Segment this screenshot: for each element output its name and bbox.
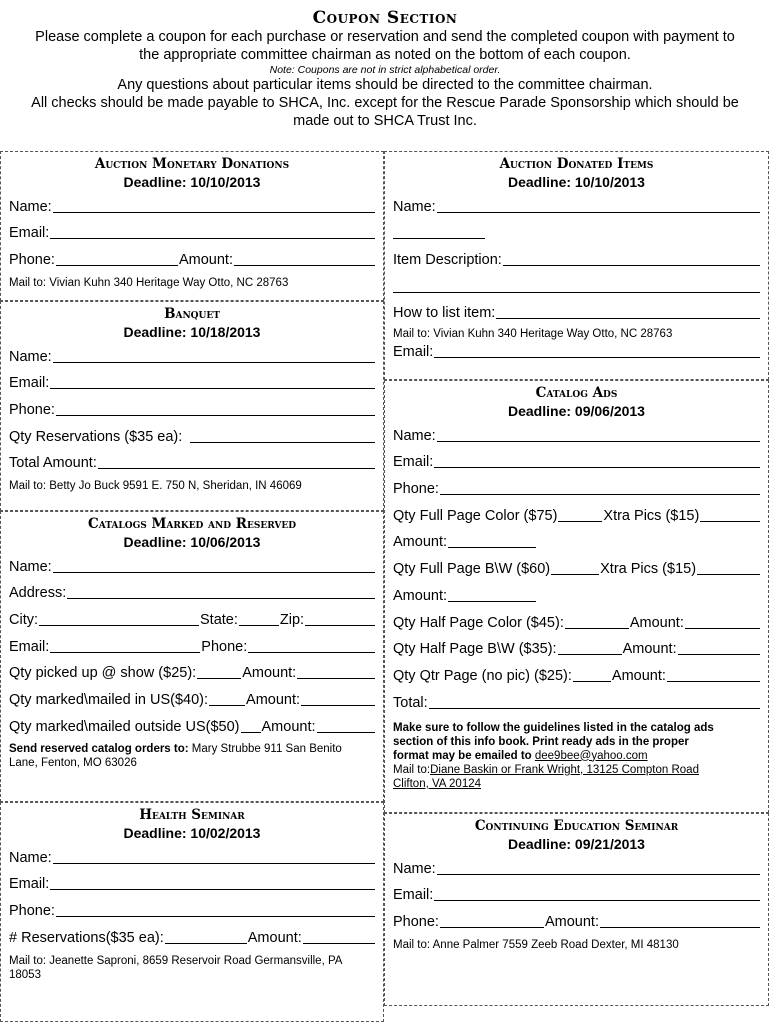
phone-amount-field[interactable]: Phone: Amount: bbox=[9, 244, 375, 271]
how-to-list-field[interactable]: How to list item: bbox=[393, 298, 760, 325]
instructions-line: Please complete a coupon for each purchase or reservation and send the completed coupon with payment to bbox=[35, 29, 735, 45]
catalog-guidelines: Make sure to follow the guidelines listed in the catalog ads section of this info book. Print ready ads in the proper format may be emailed to dee9bee@yahoo.com bbox=[393, 721, 714, 762]
coupon-title: Auction Monetary Donations bbox=[94, 156, 290, 172]
catalogs-marked-coupon bbox=[0, 511, 384, 802]
email-phone-field[interactable]: Email: Phone: bbox=[9, 631, 375, 658]
coupon-title: Banquet bbox=[164, 306, 220, 322]
mail-to: Mail to: Anne Palmer 7559 Zeeb Road Dexter, MI 48130 bbox=[393, 939, 679, 952]
mail-to: Mail to: Betty Jo Buck 9591 E. 750 N, Sheridan, IN 46069 bbox=[9, 480, 302, 493]
name-field[interactable]: Name: bbox=[9, 551, 375, 578]
picked-up-field[interactable]: Qty picked up @ show ($25): Amount: bbox=[9, 658, 375, 685]
address-field[interactable]: Address: bbox=[9, 578, 375, 605]
auction-monetary-coupon bbox=[0, 151, 384, 301]
coupon-deadline: Deadline: 09/21/2013 bbox=[508, 836, 645, 852]
mail-to: Mail to: Jeanette Saproni, 8659 Reservoir Road Germansville, PA 18053 bbox=[9, 954, 343, 981]
name-field[interactable]: Name: bbox=[393, 420, 760, 447]
name-continuation-line[interactable] bbox=[393, 218, 760, 245]
qty-reservations-field[interactable]: Qty Reservations ($35 ea): bbox=[9, 421, 375, 448]
mail-to: Mail to: Vivian Kuhn 340 Heritage Way Otto, NC 28763 bbox=[9, 277, 289, 290]
mailed-outside-field[interactable]: Qty marked\mailed outside US($50) Amount: bbox=[9, 711, 375, 738]
continuing-education-coupon bbox=[384, 813, 769, 1006]
half-page-bw-field[interactable]: Qty Half Page B\W ($35): Amount: bbox=[393, 634, 760, 661]
coupon-deadline: Deadline: 10/02/2013 bbox=[123, 825, 261, 841]
reservations-field[interactable]: # Reservations($35 ea): Amount: bbox=[9, 922, 375, 949]
instructions-line: the appropriate committee chairman as noted on the bottom of each coupon. bbox=[139, 47, 631, 63]
questions-line: Any questions about particular items should be directed to the committee chairman. bbox=[117, 77, 653, 93]
coupon-title: Continuing Education Seminar bbox=[474, 818, 679, 834]
catalog-ads-coupon bbox=[384, 380, 769, 813]
coupon-section-header bbox=[0, 8, 770, 130]
email-field[interactable]: Email: bbox=[393, 341, 760, 363]
coupon-deadline: Deadline: 10/10/2013 bbox=[123, 174, 261, 190]
total-amount-field[interactable]: Total Amount: bbox=[9, 448, 375, 475]
half-page-color-field[interactable]: Qty Half Page Color ($45): Amount: bbox=[393, 607, 760, 634]
qtr-page-field[interactable]: Qty Qtr Page (no pic) ($25): Amount: bbox=[393, 660, 760, 687]
name-field[interactable]: Name: bbox=[9, 341, 375, 368]
send-orders-note: Send reserved catalog orders to: Mary Strubbe 911 San Benito Lane, Fenton, MO 63026 bbox=[9, 742, 342, 769]
health-seminar-coupon bbox=[0, 802, 384, 1022]
checks-line: made out to SHCA Trust Inc. bbox=[293, 113, 477, 129]
email-link[interactable]: dee9bee@yahoo.com bbox=[534, 749, 648, 762]
full-page-color-field[interactable]: Qty Full Page Color ($75) Xtra Pics ($15) bbox=[393, 500, 760, 527]
full-page-bw-field[interactable]: Qty Full Page B\W ($60) Xtra Pics ($15) bbox=[393, 553, 760, 580]
mail-to: Mail to:Diane Baskin or Frank Wright, 13125 Compton Road Clifton, VA 20124 bbox=[393, 763, 699, 790]
banquet-coupon bbox=[0, 301, 384, 511]
coupon-deadline: Deadline: 10/10/2013 bbox=[508, 174, 645, 190]
email-field[interactable]: Email: bbox=[9, 368, 375, 395]
name-field[interactable]: Name: bbox=[393, 191, 760, 218]
coupon-title: Catalogs Marked and Reserved bbox=[87, 516, 297, 532]
email-field[interactable]: Email: bbox=[9, 869, 375, 896]
email-field[interactable]: Email: bbox=[9, 218, 375, 245]
mail-to: Mail to: Vivian Kuhn 340 Heritage Way Otto, NC 28763 bbox=[393, 328, 673, 341]
phone-field[interactable]: Phone: bbox=[393, 473, 760, 500]
coupon-title: Catalog Ads bbox=[535, 385, 618, 401]
email-field[interactable]: Email: bbox=[393, 447, 760, 474]
item-description-line[interactable] bbox=[393, 271, 760, 298]
city-state-zip-field[interactable]: City: State: Zip: bbox=[9, 604, 375, 631]
full-page-bw-amount-field[interactable]: Amount: bbox=[393, 580, 760, 607]
full-page-color-amount-field[interactable]: Amount: bbox=[393, 527, 760, 554]
checks-line: All checks should be made payable to SHCA, Inc. except for the Rescue Parade Sponsorship which should be bbox=[31, 95, 739, 111]
phone-field[interactable]: Phone: bbox=[9, 394, 375, 421]
coupon-title: Auction Donated Items bbox=[499, 156, 654, 172]
coupon-title: Health Seminar bbox=[139, 807, 245, 823]
page-title: Coupon Section bbox=[312, 8, 458, 28]
email-field[interactable]: Email: bbox=[393, 880, 760, 907]
name-field[interactable]: Name: bbox=[9, 191, 375, 218]
phone-amount-field[interactable]: Phone: Amount: bbox=[393, 906, 760, 933]
total-field[interactable]: Total: bbox=[393, 687, 760, 714]
coupon-deadline: Deadline: 10/06/2013 bbox=[123, 534, 261, 550]
auction-donated-coupon bbox=[384, 151, 769, 380]
mailed-us-field[interactable]: Qty marked\mailed in US($40): Amount: bbox=[9, 684, 375, 711]
alphabetical-note: Note: Coupons are not in strict alphabetical order. bbox=[269, 64, 501, 76]
phone-field[interactable]: Phone: bbox=[9, 895, 375, 922]
coupon-deadline: Deadline: 09/06/2013 bbox=[508, 403, 645, 419]
name-field[interactable]: Name: bbox=[393, 853, 760, 880]
item-description-field[interactable]: Item Description: bbox=[393, 244, 760, 271]
name-field[interactable]: Name: bbox=[9, 842, 375, 869]
coupon-deadline: Deadline: 10/18/2013 bbox=[123, 324, 261, 340]
